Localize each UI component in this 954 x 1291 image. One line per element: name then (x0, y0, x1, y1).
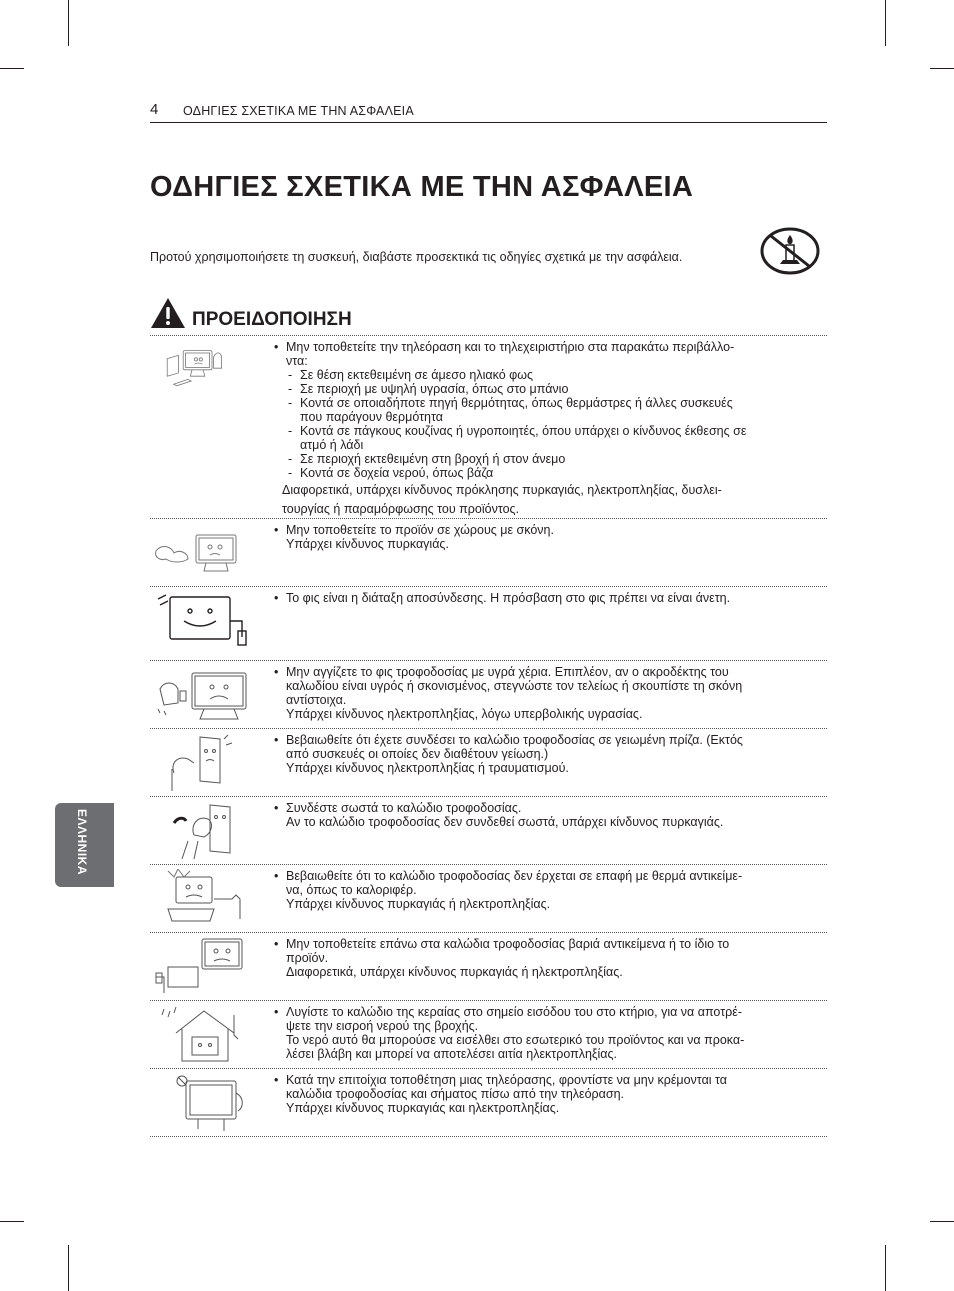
crop-mark (0, 68, 24, 69)
item-line: • Μην τοποθετείτε επάνω στα καλώδια τροφοδοσίας βαριά αντικείμενα ή το ίδιο το (286, 937, 730, 951)
item-line: • Μην τοποθετείτε την τηλεόραση και το τηλεχειριστήριο στα παρακάτω περιβάλλο- (286, 340, 735, 354)
safety-item-text (272, 869, 820, 911)
item-line: • Βεβαιωθείτε ότι το καλώδιο τροφοδοσίας δεν έρχεται σε επαφή με θερμά αντικείμε- (286, 869, 743, 883)
safety-item (150, 933, 827, 1001)
crop-mark (930, 1221, 954, 1222)
safety-item-text (272, 1005, 820, 1061)
item-line: • Κατά την επιτοίχια τοποθέτηση μιας τηλεόρασης, φροντίστε να μην κρέμονται τα (286, 1073, 728, 1087)
wall-mount-cables-illustration (154, 1073, 254, 1131)
item-sub-line: που παράγουν θερμότητα (300, 410, 443, 424)
item-sub-line: - Σε θέση εκτεθειμένη σε άμεσο ηλιακό φως (286, 368, 820, 382)
item-sub-line: - Κοντά σε πάγκους κουζίνας ή υγροποιητές, όπου υπάρχει ο κίνδυνος έκθεσης σε (286, 424, 820, 438)
item-line: Υπάρχει κίνδυνος ηλεκτροπληξίας, λόγω υπερβολικής υγρασίας. (286, 707, 643, 721)
crop-mark (68, 0, 69, 46)
tv-environment-illustration (164, 340, 244, 398)
warning-heading (150, 297, 827, 336)
language-tab (55, 803, 114, 887)
item-line: • Το φις είναι η διάταξη αποσύνδεσης. Η πρόσβαση στο φις πρέπει να είναι άνετη. (286, 591, 731, 605)
safety-item-text (272, 340, 820, 519)
item-line: • Λυγίστε το καλώδιο της κεραίας στο σημείο εισόδου του στο κτήριο, για να αποτρέ- (286, 1005, 742, 1019)
item-line: καλώδια τροφοδοσίας και σήματος πίσω από την τηλεόραση. (286, 1087, 625, 1101)
item-line: ψετε την εισροή νερού της βροχής. (286, 1019, 479, 1033)
antenna-cable-illustration (154, 1005, 254, 1063)
item-line: Υπάρχει κίνδυνος πυρκαγιάς. (286, 537, 449, 551)
crop-mark (0, 1221, 24, 1222)
item-line: αντίστοιχα. (286, 693, 347, 707)
crop-mark (930, 68, 954, 69)
item-line: • Συνδέστε σωστά το καλώδιο τροφοδοσίας. (286, 801, 522, 815)
warning-triangle-icon (150, 297, 186, 329)
item-line: Διαφορετικά, υπάρχει κίνδυνος πυρκαγιάς ή ηλεκτροπληξίας. (286, 965, 623, 979)
safety-item (150, 1069, 827, 1137)
safety-item (150, 661, 827, 729)
warning-label: ΠΡΟΕΙΔΟΠΟΙΗΣΗ (192, 309, 352, 330)
wet-hands-plug-illustration (154, 665, 254, 723)
item-line: Αν το καλώδιο τροφοδοσίας δεν συνδεθεί σωστά, υπάρχει κίνδυνος πυρκαγιάς. (286, 815, 724, 829)
safety-item (150, 797, 827, 865)
safety-item-text (272, 733, 820, 775)
page-number: 4 (150, 101, 159, 118)
safety-item-text (272, 591, 820, 605)
no-open-flame-icon (760, 227, 820, 275)
item-line: • Μην αγγίζετε το φις τροφοδοσίας με υγρά χέρια. Επιπλέον, αν ο ακροδέκτης του (286, 665, 729, 679)
crop-mark (885, 0, 886, 46)
heavy-object-on-cable-illustration (154, 937, 254, 995)
item-line: Το νερό αυτό θα μπορούσε να εισέλθει στο εσωτερικό του προϊόντος και να προκα- (286, 1033, 745, 1047)
safety-item-text (272, 937, 820, 979)
plug-connection-illustration (154, 801, 254, 859)
safety-item (150, 865, 827, 933)
dust-illustration (154, 523, 254, 581)
item-sub-line: - Κοντά σε οποιαδήποτε πηγή θερμότητας, όπως θερμάστρες ή άλλες συσκευές (286, 396, 820, 410)
item-line: Διαφορετικά, υπάρχει κίνδυνος πρόκλησης πυρκαγιάς, ηλεκτροπληξίας, δυσλει- (282, 483, 722, 497)
item-line: τουργίας ή παραμόρφωσης του προϊόντος. (282, 502, 520, 516)
safety-item (150, 587, 827, 661)
safety-list (150, 336, 827, 1137)
power-plug-access-illustration (154, 591, 254, 649)
page-title: ΟΔΗΓΙΕΣ ΣΧΕΤΙΚΑ ΜΕ ΤΗΝ ΑΣΦΑΛΕΙΑ (150, 171, 694, 203)
page-header (150, 101, 827, 123)
language-tab-label: ΕΛΛΗΝΙΚΑ (75, 809, 89, 876)
item-sub-line: ατμό ή λάδι (300, 438, 364, 452)
safety-item-text (272, 801, 820, 829)
safety-item (150, 729, 827, 797)
safety-item (150, 336, 827, 519)
item-line: καλωδίου είναι υγρός ή σκονισμένος, στεγνώστε τον τελείως ή σκουπίστε τη σκόνη (286, 679, 743, 693)
item-line: • Βεβαιωθείτε ότι έχετε συνδέσει το καλώδιο τροφοδοσίας σε γειωμένη πρίζα. (Εκτός (286, 733, 743, 747)
heater-cable-illustration (154, 869, 254, 927)
safety-item-text (272, 1073, 820, 1115)
item-line: λέσει βλάβη και μπορεί να αποτελέσει αιτία ηλεκτροπληξίας. (286, 1047, 618, 1061)
item-line: προϊόν. (286, 951, 329, 965)
running-title: ΟΔΗΓΙΕΣ ΣΧΕΤΙΚΑ ΜΕ ΤΗΝ ΑΣΦΑΛΕΙΑ (183, 104, 414, 118)
item-line: να, όπως το καλοριφέρ. (286, 883, 417, 897)
item-line: Υπάρχει κίνδυνος πυρκαγιάς ή ηλεκτροπληξίας. (286, 897, 551, 911)
item-sub-line: - Σε περιοχή με υψηλή υγρασία, όπως στο μπάνιο (286, 382, 820, 396)
safety-item-text (272, 665, 820, 721)
crop-mark (68, 1245, 69, 1291)
crop-mark (885, 1245, 886, 1291)
item-line: από συσκευές οι οποίες δεν διαθέτουν γείωση.) (286, 747, 549, 761)
safety-item-text (272, 523, 820, 551)
item-sub-line: - Κοντά σε δοχεία νερού, όπως βάζα (286, 466, 820, 480)
safety-item (150, 1001, 827, 1069)
intro-text: Προτού χρησιμοποιήσετε τη συσκευή, διαβάστε προσεκτικά τις οδηγίες σχετικά με την ασφάλεια. (150, 250, 683, 264)
item-line: Υπάρχει κίνδυνος πυρκαγιάς και ηλεκτροπληξίας. (286, 1101, 560, 1115)
grounded-outlet-illustration (154, 733, 254, 791)
item-line: ντα: (286, 354, 308, 368)
item-line: Υπάρχει κίνδυνος ηλεκτροπληξίας ή τραυματισμού. (286, 761, 569, 775)
item-line: • Μην τοποθετείτε το προϊόν σε χώρους με σκόνη. (286, 523, 554, 537)
safety-item (150, 519, 827, 587)
item-sub-line: - Σε περιοχή εκτεθειμένη στη βροχή ή στον άνεμο (286, 452, 820, 466)
